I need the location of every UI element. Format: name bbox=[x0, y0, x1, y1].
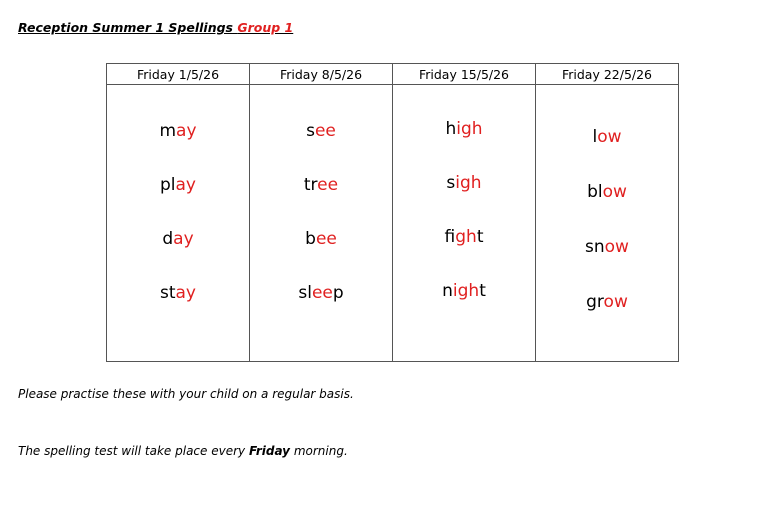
column-header: Friday 1/5/26 bbox=[107, 64, 250, 85]
highlighted-sound: ow bbox=[603, 292, 628, 312]
highlighted-sound: ow bbox=[602, 182, 627, 202]
word-part: st bbox=[159, 283, 176, 303]
word-part: bl bbox=[587, 182, 603, 202]
page-title bbox=[18, 20, 293, 35]
highlighted-sound: ee bbox=[315, 229, 337, 249]
highlighted-sound: ay bbox=[175, 175, 196, 195]
word-part: pl bbox=[160, 175, 176, 195]
highlighted-sound: ee bbox=[317, 175, 339, 195]
word-part: t bbox=[476, 227, 484, 247]
spelling-word bbox=[250, 175, 392, 195]
spelling-word bbox=[536, 127, 678, 147]
column-header: Friday 15/5/26 bbox=[393, 64, 536, 85]
spelling-word bbox=[107, 229, 249, 249]
spellings-table bbox=[106, 63, 679, 362]
spelling-word bbox=[393, 119, 535, 139]
word-cell bbox=[250, 85, 393, 362]
column-header: Friday 22/5/26 bbox=[536, 64, 679, 85]
header-row bbox=[107, 64, 679, 85]
spelling-word bbox=[393, 281, 535, 301]
spelling-word bbox=[393, 227, 535, 247]
word-part: s bbox=[306, 121, 315, 141]
spelling-word bbox=[107, 175, 249, 195]
highlighted-sound: ee bbox=[311, 283, 333, 303]
highlighted-sound: ay bbox=[175, 283, 196, 303]
spelling-word bbox=[536, 182, 678, 202]
highlighted-sound: igh bbox=[456, 119, 483, 139]
highlighted-sound: ee bbox=[314, 121, 336, 141]
highlighted-sound: igh bbox=[455, 227, 477, 247]
title-group: Group 1 bbox=[237, 20, 294, 35]
word-part: sn bbox=[585, 237, 605, 257]
title-main: Reception Summer 1 Spellings bbox=[18, 20, 233, 35]
word-part: l bbox=[592, 127, 598, 147]
word-part: p bbox=[332, 283, 344, 303]
spelling-word bbox=[250, 121, 392, 141]
highlighted-sound: ow bbox=[604, 237, 629, 257]
spelling-word bbox=[107, 283, 249, 303]
word-part: d bbox=[162, 229, 174, 249]
highlighted-sound: igh bbox=[455, 173, 482, 193]
words-row bbox=[107, 85, 679, 362]
word-cell bbox=[393, 85, 536, 362]
spelling-word bbox=[250, 229, 392, 249]
spelling-word bbox=[393, 173, 535, 193]
word-part: m bbox=[159, 121, 177, 141]
highlighted-sound: ow bbox=[597, 127, 622, 147]
word-part: t bbox=[479, 281, 486, 301]
word-part: n bbox=[442, 281, 453, 301]
word-part: f bbox=[444, 227, 456, 247]
column-header: Friday 8/5/26 bbox=[250, 64, 393, 85]
word-part: gr bbox=[586, 292, 604, 312]
test-note-day: Friday bbox=[248, 444, 290, 458]
spelling-word bbox=[536, 292, 678, 312]
highlighted-sound: ay bbox=[176, 121, 197, 141]
word-part: b bbox=[305, 229, 316, 249]
test-note-after: morning. bbox=[290, 444, 348, 458]
word-cell bbox=[536, 85, 679, 362]
test-note bbox=[18, 444, 348, 458]
word-part: tr bbox=[303, 175, 318, 195]
spelling-word bbox=[250, 283, 392, 303]
highlighted-sound: ay bbox=[173, 229, 194, 249]
highlighted-sound: igh bbox=[452, 281, 480, 301]
practise-note: Please practise these with your child on a regular basis. bbox=[18, 387, 354, 401]
spelling-word bbox=[107, 121, 249, 141]
word-part: sl bbox=[298, 283, 312, 303]
test-note-before: The spelling test will take place every bbox=[18, 444, 249, 458]
spelling-word bbox=[536, 237, 678, 257]
word-cell bbox=[107, 85, 250, 362]
word-part: s bbox=[446, 173, 456, 193]
word-part: h bbox=[445, 119, 457, 139]
